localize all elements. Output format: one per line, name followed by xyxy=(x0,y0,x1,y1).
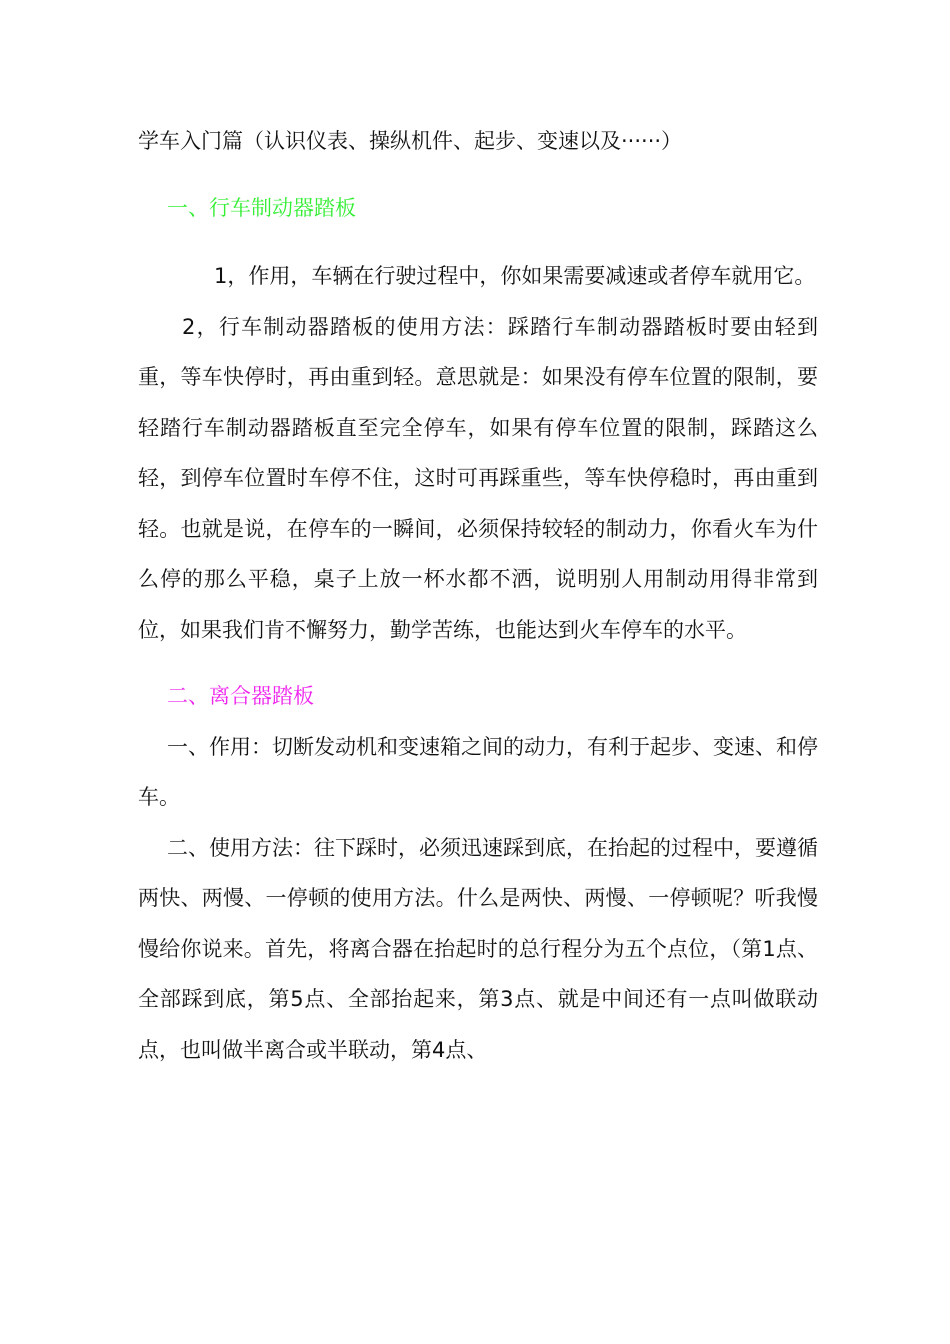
paragraph-brake-usage: 2，行车制动器踏板的使用方法：踩踏行车制动器踏板时要由轻到重，等车快停时，再由重到轻。意思就是：如果没有停车位置的限制，要轻踏行车制动器踏板直至完全停车，如果有停车位置的限制，踩踏这么轻，到停车位置时车停不住，这时可再踩重些，等车快停稳时，再由重到轻。也就是说，在停车的一瞬间，必须保持较轻的制动力，你看火车为什么停的那么平稳，桌子上放一杯水都不洒，说明别人用制动用得非常到位，如果我们肯不懈努力，勤学苦练，也能达到火车停车的水平。 xyxy=(138,314,818,642)
section-heading-clutch-pedal: 二、离合器踏板 xyxy=(167,684,314,708)
paragraph-clutch-usage: 二、使用方法：往下踩时，必须迅速踩到底，在抬起的过程中，要遵循两快、两慢、一停顿的使用方法。什么是两快、两慢、一停顿呢？听我慢慢给你说来。首先，将离合器在抬起时的总行程分为五个点位，（第1点、全部踩到底，第5点、全部抬起来，第3点、就是中间还有一点叫做联动点，也叫做半离合或半联动，第4点、 xyxy=(138,835,818,1062)
paragraph-clutch-function: 一、作用：切断发动机和变速箱之间的动力，有利于起步、变速、和停车。 xyxy=(138,734,818,809)
document-title: 学车入门篇（认识仪表、操纵机件、起步、变速以及······） xyxy=(138,129,683,153)
section-heading-brake-pedal: 一、行车制动器踏板 xyxy=(167,195,356,220)
document-body xyxy=(138,116,818,1075)
paragraph-brake-function: 1，作用，车辆在行驶过程中，你如果需要减速或者停车就用它。 xyxy=(214,264,816,288)
